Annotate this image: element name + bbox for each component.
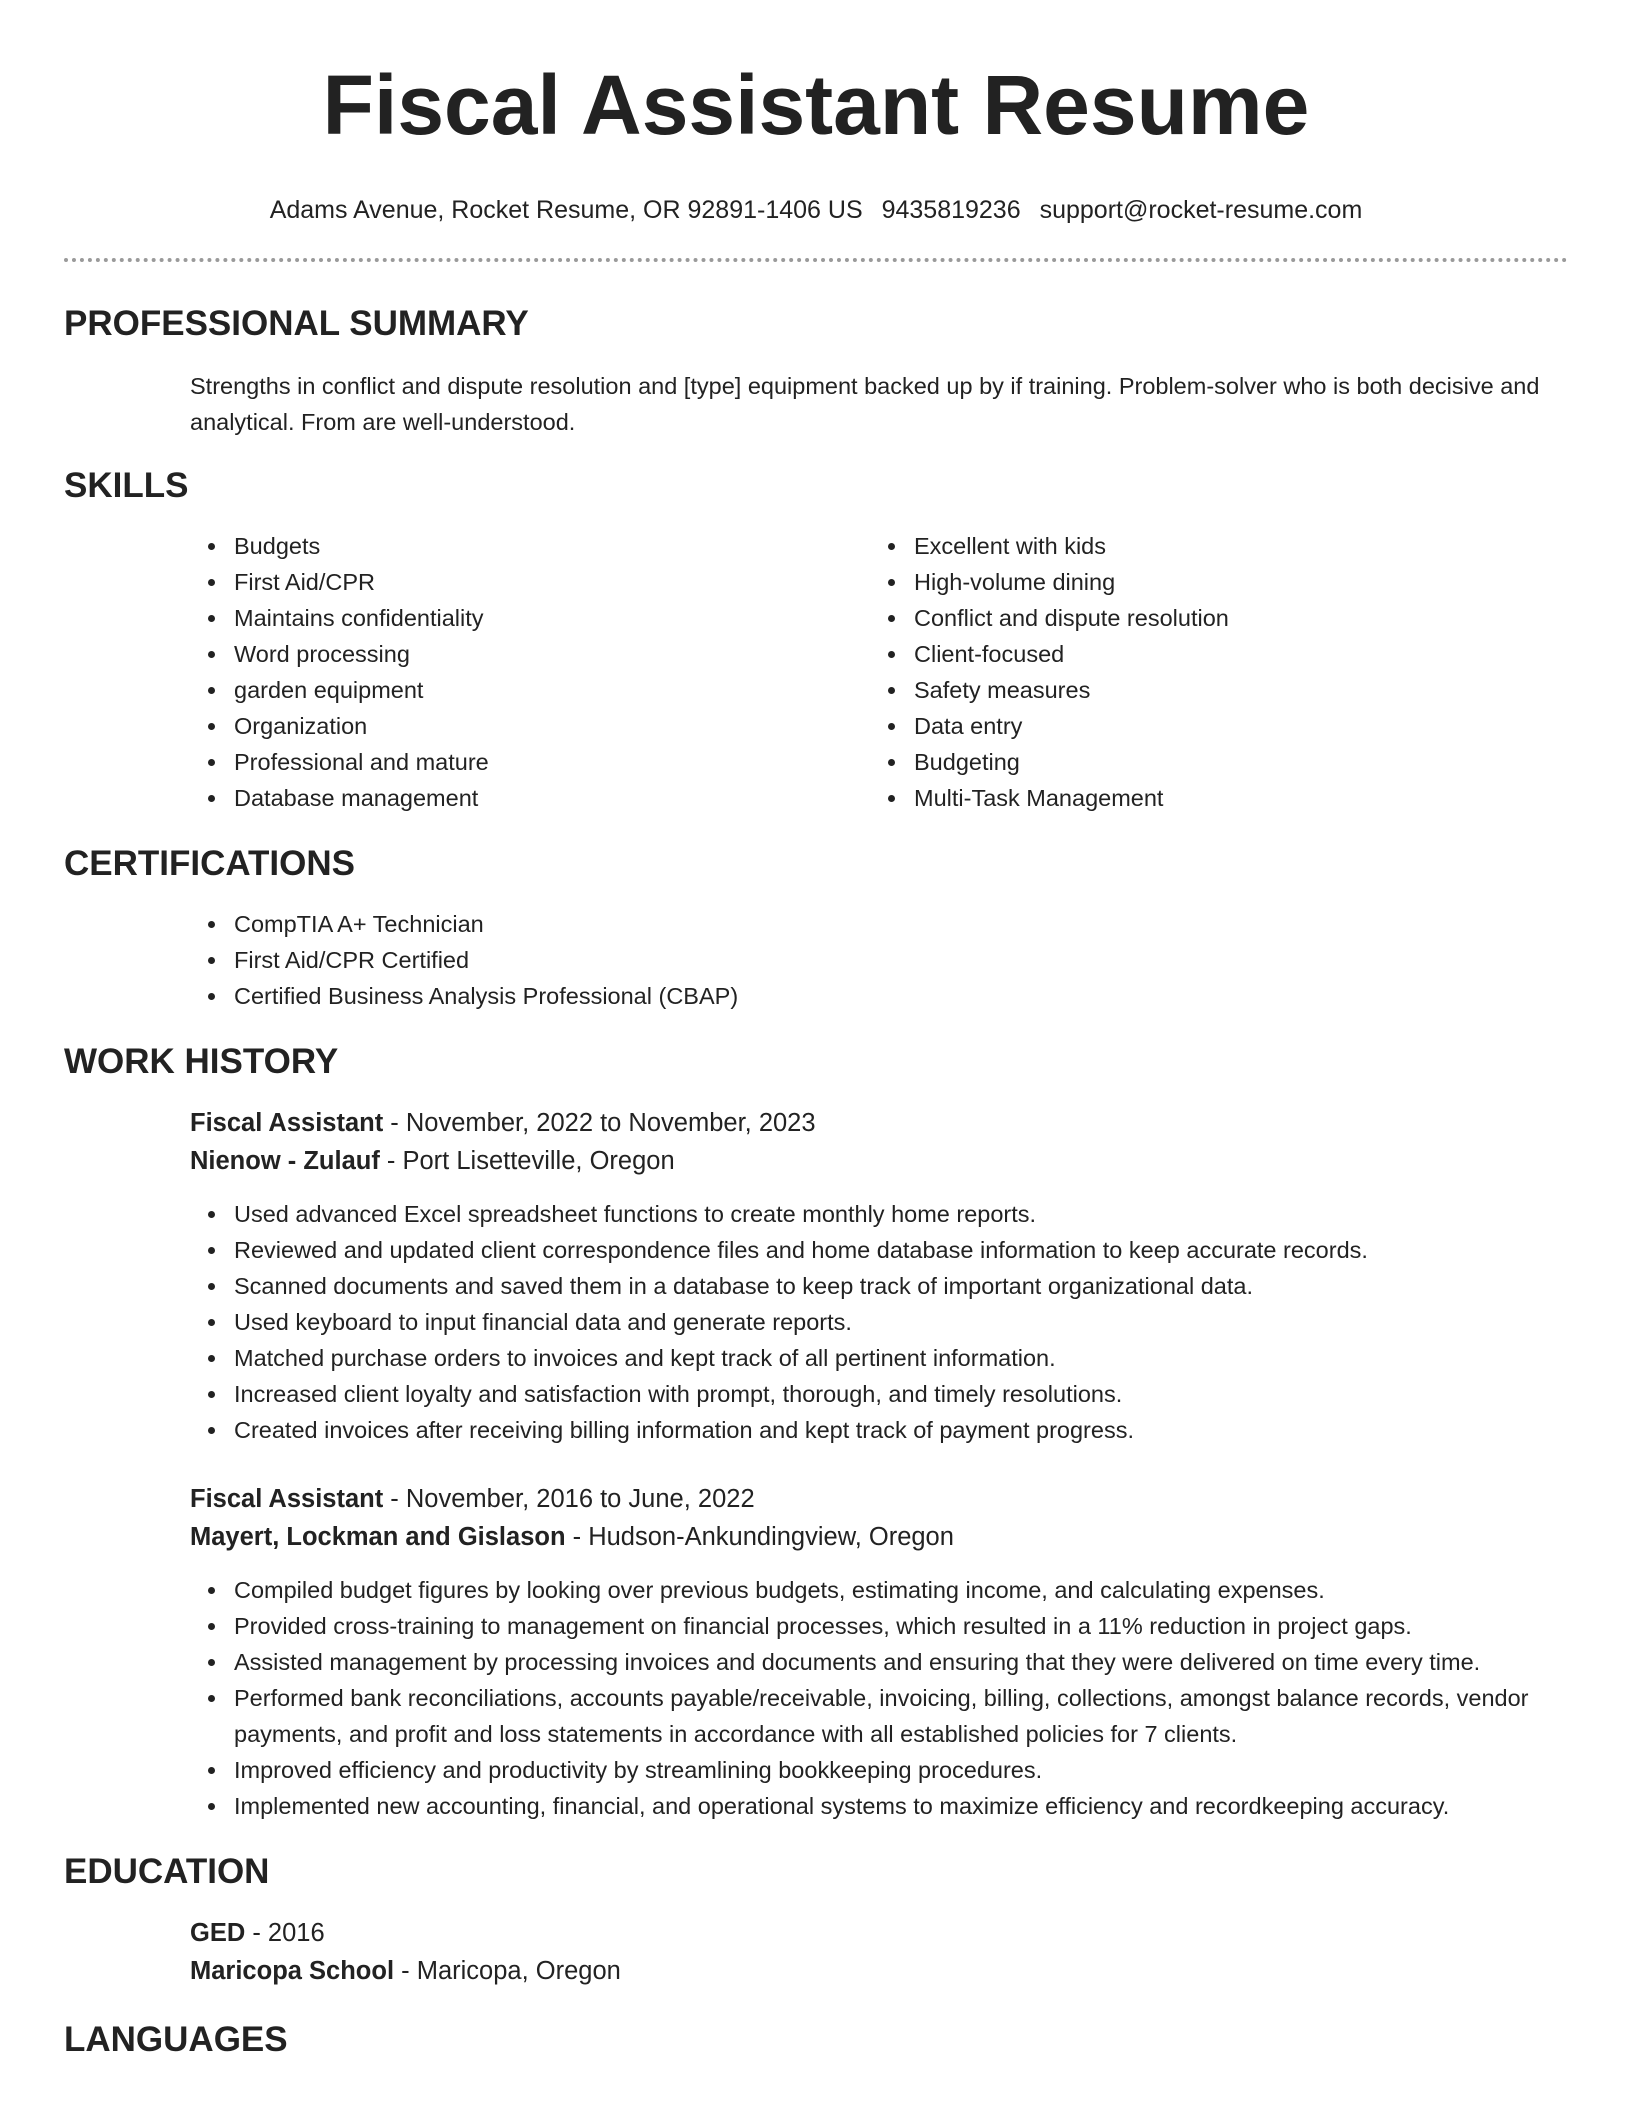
certification-item: First Aid/CPR Certified [190,942,1568,978]
skills-grid [190,528,1568,816]
contact-email: support@rocket-resume.com [1039,196,1363,224]
skill-item: Organization [190,708,870,744]
resume-title: Fiscal Assistant Resume [322,58,1310,152]
job-bullet: Increased client loyalty and satisfaction with prompt, thorough, and timely resolutions. [190,1376,1568,1412]
job-company: Nienow - Zulauf [190,1147,380,1175]
job-title-line [190,1104,1568,1142]
languages-section [64,2018,1568,2062]
certifications-list [190,906,1568,1014]
languages-heading: LANGUAGES [64,2020,288,2059]
job-title-line [190,1480,1568,1518]
job-bullets [190,1196,1568,1448]
skill-item: Budgeting [870,744,1550,780]
job-bullet: Compiled budget figures by looking over previous budgets, estimating income, and calculating expenses. [190,1572,1610,1608]
job-location: - Hudson-Ankundingview, Oregon [565,1523,954,1551]
summary-heading: PROFESSIONAL SUMMARY [64,304,529,343]
certifications-section [64,842,1568,1014]
education-heading: EDUCATION [64,1852,270,1891]
job-bullet: Implemented new accounting, financial, and operational systems to maximize efficiency and recordkeeping accuracy. [190,1788,1610,1824]
skill-item: Word processing [190,636,870,672]
skill-item: Maintains confidentiality [190,600,870,636]
header-divider [64,258,1568,262]
skill-item: Multi-Task Management [870,780,1550,816]
skill-item: High-volume dining [870,564,1550,600]
skill-item: Client-focused [870,636,1550,672]
job-dates: - November, 2022 to November, 2023 [383,1109,816,1137]
job-company-line [190,1518,1568,1556]
education-location: - Maricopa, Oregon [394,1957,621,1985]
job-dates: - November, 2016 to June, 2022 [383,1485,755,1513]
summary-text: Strengths in conflict and dispute resolution and [type] equipment backed up by if training. Problem-solver who is both decisive and analytical. From are well-understood. [190,373,1540,435]
skill-item: garden equipment [190,672,870,708]
education-section [64,1850,1568,1990]
contact-phone: 9435819236 [881,196,1021,224]
job-bullet: Used advanced Excel spreadsheet functions to create monthly home reports. [190,1196,1568,1232]
job-bullet: Reviewed and updated client correspondence files and home database information to keep accurate records. [190,1232,1568,1268]
job-entry [190,1104,1568,1448]
certification-item: CompTIA A+ Technician [190,906,1568,942]
summary-section [64,302,1568,440]
job-bullet: Assisted management by processing invoices and documents and ensuring that they were delivered on time every time. [190,1644,1610,1680]
skill-item: First Aid/CPR [190,564,870,600]
certifications-heading: CERTIFICATIONS [64,844,356,883]
job-bullet: Matched purchase orders to invoices and kept track of all pertinent information. [190,1340,1568,1376]
education-school: Maricopa School [190,1957,395,1985]
skill-item: Conflict and dispute resolution [870,600,1550,636]
job-bullet: Provided cross-training to management on financial processes, which resulted in a 11% reduction in project gaps. [190,1608,1610,1644]
education-degree-line [190,1914,1568,1952]
job-bullet: Used keyboard to input financial data and generate reports. [190,1304,1568,1340]
job-bullets [190,1572,1610,1824]
skills-heading: SKILLS [64,466,189,505]
skills-list-left [190,528,870,816]
job-title: Fiscal Assistant [190,1485,384,1513]
contact-address: Adams Avenue, Rocket Resume, OR 92891-1406 US [269,196,863,224]
education-year: - 2016 [245,1919,325,1947]
skill-item: Excellent with kids [870,528,1550,564]
skills-list-right [870,528,1550,816]
contact-line [0,194,1632,226]
job-bullet: Improved efficiency and productivity by streamlining bookkeeping procedures. [190,1752,1610,1788]
job-company: Mayert, Lockman and Gislason [190,1523,566,1551]
work-history-heading: WORK HISTORY [64,1042,339,1081]
skill-item: Budgets [190,528,870,564]
education-school-line [190,1952,1568,1990]
skill-item: Professional and mature [190,744,870,780]
job-company-line [190,1142,1568,1180]
certification-item: Certified Business Analysis Professional (CBAP) [190,978,1568,1014]
job-location: - Port Lisetteville, Oregon [379,1147,675,1175]
job-bullet: Scanned documents and saved them in a database to keep track of important organizational data. [190,1268,1568,1304]
job-title: Fiscal Assistant [190,1109,384,1137]
job-bullet: Performed bank reconciliations, accounts payable/receivable, invoicing, billing, collections, amongst balance records, vendor payments, and profit and loss statements in accordance with all established policies for 7 clients. [190,1680,1610,1752]
work-history-section [64,1040,1568,1824]
job-bullet: Created invoices after receiving billing information and kept track of payment progress. [190,1412,1568,1448]
job-entry [190,1480,1568,1824]
skill-item: Data entry [870,708,1550,744]
education-degree: GED [190,1919,246,1947]
skill-item: Safety measures [870,672,1550,708]
skill-item: Database management [190,780,870,816]
skills-section [64,464,1568,816]
